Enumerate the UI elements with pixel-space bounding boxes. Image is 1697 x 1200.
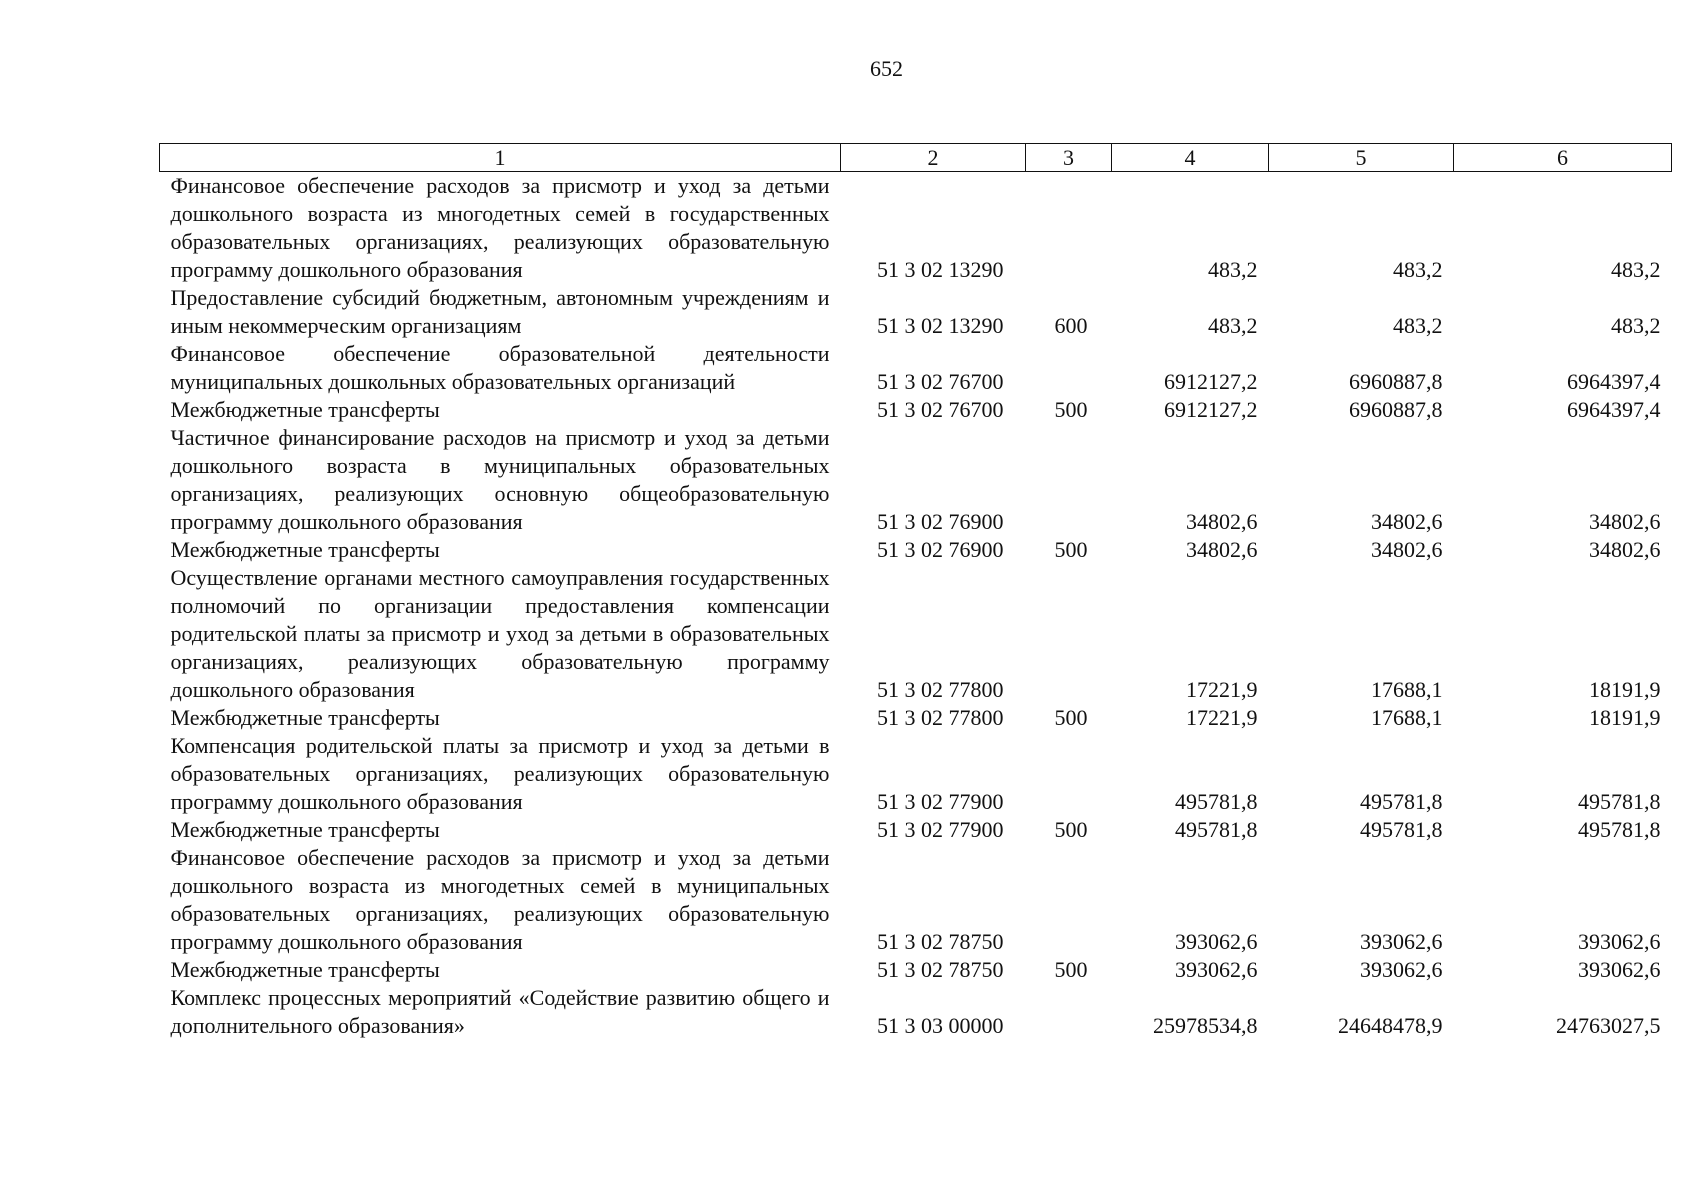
- row-name-cell: Межбюджетные трансферты: [170, 537, 440, 562]
- row-value-col4-cell: 25978534,8: [1153, 1013, 1258, 1038]
- row-expense-type-cell: [1026, 340, 1112, 396]
- row-value-col5-cell: 495781,8: [1360, 817, 1443, 842]
- table-row: [160, 732, 1672, 816]
- table-row: [160, 984, 1672, 1040]
- row-value-col6-cell: 34802,6: [1589, 537, 1661, 562]
- table-row: [160, 340, 1672, 396]
- row-value-col6-cell: 34802,6: [1589, 509, 1661, 534]
- row-name-cell: Осуществление органами местного самоуправления государственных полномочий по организации предоставления компенсации родительской платы за присмотр и уход за детьми в образовательных организациях, реализующих образовательную программу дошкольного образования: [170, 565, 830, 702]
- row-name-cell: Предоставление субсидий бюджетным, автономным учреждениям и иным некоммерческим организациям: [170, 285, 830, 338]
- row-expense-type-cell: 500: [1054, 957, 1088, 982]
- row-value-col5-cell: 495781,8: [1360, 789, 1443, 814]
- row-value-col5-cell: 6960887,8: [1349, 397, 1443, 422]
- row-value-col5-cell: 17688,1: [1371, 705, 1443, 730]
- row-value-col4-cell: 393062,6: [1175, 929, 1258, 954]
- table-row: [160, 704, 1672, 732]
- row-value-col5-cell: 34802,6: [1371, 537, 1443, 562]
- row-value-col4-cell: 495781,8: [1175, 817, 1258, 842]
- row-value-col6-cell: 18191,9: [1589, 705, 1661, 730]
- row-value-col6-cell: 6964397,4: [1567, 369, 1661, 394]
- table-row: [160, 284, 1672, 340]
- row-value-col4-cell: 17221,9: [1186, 677, 1258, 702]
- row-value-col4-cell: 393062,6: [1175, 957, 1258, 982]
- table-row: [160, 844, 1672, 956]
- row-expense-type-cell: 500: [1054, 705, 1088, 730]
- row-code-cell: 51 3 02 13290: [877, 313, 1004, 338]
- row-value-col6-cell: 393062,6: [1578, 957, 1661, 982]
- row-expense-type-cell: 500: [1054, 537, 1088, 562]
- row-expense-type-cell: [1026, 564, 1112, 704]
- row-code-cell: 51 3 02 77900: [877, 817, 1004, 842]
- row-name-cell: Межбюджетные трансферты: [170, 705, 440, 730]
- row-value-col5-cell: 483,2: [1393, 313, 1443, 338]
- row-value-col5-cell: 483,2: [1393, 257, 1443, 282]
- row-name-cell: Комплекс процессных мероприятий «Содействие развитию общего и дополнительного образования»: [170, 985, 830, 1038]
- row-value-col5-cell: 17688,1: [1371, 677, 1443, 702]
- row-code-cell: 51 3 02 13290: [877, 257, 1004, 282]
- row-code-cell: 51 3 02 77900: [877, 789, 1004, 814]
- row-value-col6-cell: 24763027,5: [1556, 1013, 1661, 1038]
- row-value-col6-cell: 6964397,4: [1567, 397, 1661, 422]
- header-col-1: 1: [160, 144, 841, 172]
- row-name-cell: Межбюджетные трансферты: [170, 817, 440, 842]
- row-value-col4-cell: 483,2: [1208, 313, 1258, 338]
- row-expense-type-cell: 500: [1054, 397, 1088, 422]
- table-header-row: [160, 144, 1672, 172]
- row-name-cell: Частичное финансирование расходов на присмотр и уход за детьми дошкольного возраста в муниципальных образовательных организациях, реализующих основную общеобразовательную программу дошкольного образования: [170, 425, 830, 534]
- row-code-cell: 51 3 03 00000: [877, 1013, 1004, 1038]
- row-expense-type-cell: [1026, 844, 1112, 956]
- row-value-col5-cell: 393062,6: [1360, 957, 1443, 982]
- table-row: [160, 536, 1672, 564]
- row-code-cell: 51 3 02 78750: [877, 957, 1004, 982]
- row-value-col6-cell: 18191,9: [1589, 677, 1661, 702]
- row-name-cell: Межбюджетные трансферты: [170, 397, 440, 422]
- budget-table: [159, 143, 1672, 1040]
- row-code-cell: 51 3 02 77800: [877, 677, 1004, 702]
- row-value-col5-cell: 24648478,9: [1338, 1013, 1443, 1038]
- row-code-cell: 51 3 02 76700: [877, 369, 1004, 394]
- row-code-cell: 51 3 02 76900: [877, 509, 1004, 534]
- header-col-4: 4: [1112, 144, 1269, 172]
- row-code-cell: 51 3 02 76900: [877, 537, 1004, 562]
- page-number: 652: [870, 56, 903, 81]
- table-row: [160, 396, 1672, 424]
- row-value-col6-cell: 483,2: [1611, 313, 1661, 338]
- row-code-cell: 51 3 02 78750: [877, 929, 1004, 954]
- table-row: [160, 424, 1672, 536]
- row-value-col5-cell: 34802,6: [1371, 509, 1443, 534]
- row-value-col5-cell: 393062,6: [1360, 929, 1443, 954]
- row-value-col4-cell: 483,2: [1208, 257, 1258, 282]
- header-col-2: 2: [841, 144, 1026, 172]
- row-name-cell: Финансовое обеспечение расходов за присмотр и уход за детьми дошкольного возраста из многодетных семей в государственных образовательных организациях, реализующих образовательную программу дошкольного образования: [170, 173, 830, 282]
- table-row: [160, 956, 1672, 984]
- row-value-col4-cell: 6912127,2: [1164, 369, 1258, 394]
- row-expense-type-cell: [1026, 984, 1112, 1040]
- row-expense-type-cell: [1026, 172, 1112, 285]
- row-value-col4-cell: 34802,6: [1186, 537, 1258, 562]
- row-name-cell: Финансовое обеспечение расходов за присмотр и уход за детьми дошкольного возраста из многодетных семей в муниципальных образовательных организациях, реализующих образовательную программу дошкольного образования: [170, 845, 830, 954]
- row-value-col6-cell: 495781,8: [1578, 789, 1661, 814]
- row-expense-type-cell: 500: [1054, 817, 1088, 842]
- table-row: [160, 172, 1672, 285]
- row-value-col4-cell: 6912127,2: [1164, 397, 1258, 422]
- table-body: [160, 172, 1672, 1041]
- row-code-cell: 51 3 02 77800: [877, 705, 1004, 730]
- row-value-col5-cell: 6960887,8: [1349, 369, 1443, 394]
- header-col-5: 5: [1269, 144, 1454, 172]
- row-code-cell: 51 3 02 76700: [877, 397, 1004, 422]
- header-col-6: 6: [1454, 144, 1672, 172]
- row-expense-type-cell: [1026, 424, 1112, 536]
- header-col-3: 3: [1026, 144, 1112, 172]
- row-name-cell: Финансовое обеспечение образовательной деятельности муниципальных дошкольных образовательных организаций: [170, 341, 830, 394]
- row-expense-type-cell: 600: [1054, 313, 1088, 338]
- row-expense-type-cell: [1026, 732, 1112, 816]
- row-value-col6-cell: 483,2: [1611, 257, 1661, 282]
- row-value-col6-cell: 495781,8: [1578, 817, 1661, 842]
- row-value-col4-cell: 34802,6: [1186, 509, 1258, 534]
- row-value-col6-cell: 393062,6: [1578, 929, 1661, 954]
- row-name-cell: Компенсация родительской платы за присмотр и уход за детьми в образовательных организациях, реализующих образовательную программу дошкольного образования: [170, 733, 830, 814]
- table-row: [160, 564, 1672, 704]
- row-value-col4-cell: 17221,9: [1186, 705, 1258, 730]
- row-value-col4-cell: 495781,8: [1175, 789, 1258, 814]
- table-row: [160, 816, 1672, 844]
- row-name-cell: Межбюджетные трансферты: [170, 957, 440, 982]
